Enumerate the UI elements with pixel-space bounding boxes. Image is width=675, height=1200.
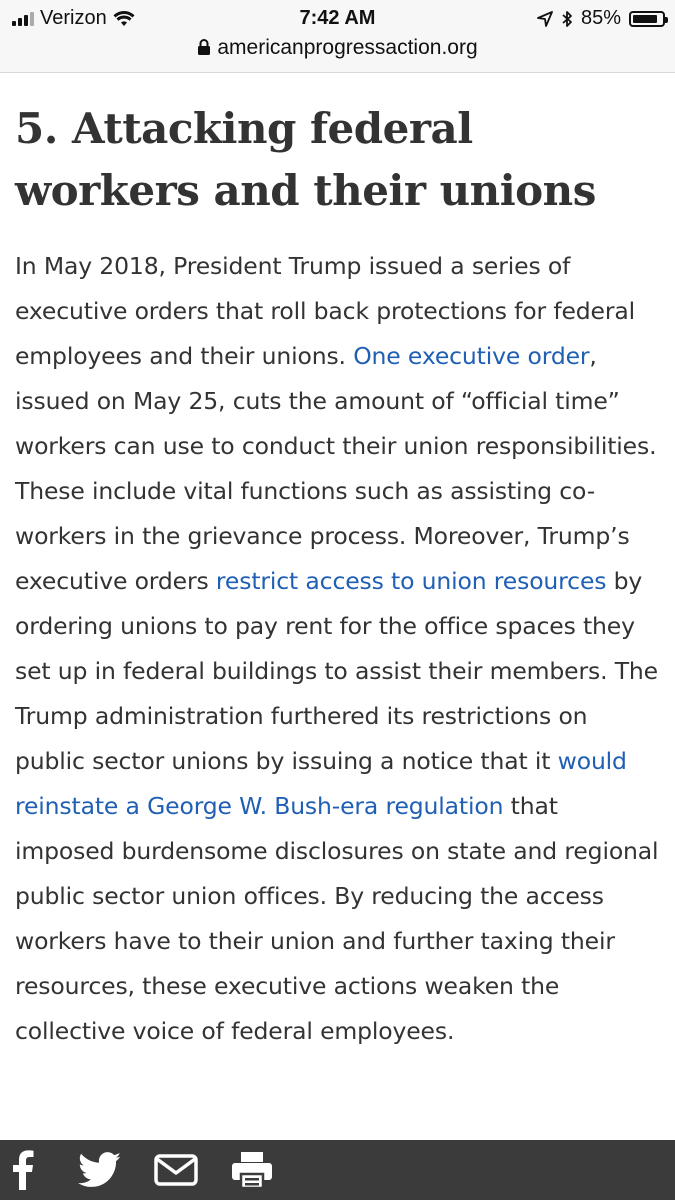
carrier-name: Verizon: [40, 7, 107, 29]
share-bar: [0, 1140, 675, 1200]
facebook-icon: [9, 1150, 35, 1190]
print-icon: [230, 1150, 274, 1190]
twitter-icon: [78, 1152, 122, 1188]
url-domain: americanprogressaction.org: [217, 36, 478, 59]
clock: 7:42 AM: [299, 7, 376, 29]
facebook-share-button[interactable]: [0, 1150, 44, 1190]
print-button[interactable]: [230, 1150, 274, 1190]
email-icon: [154, 1154, 198, 1186]
headline-line-1: 5. Attacking federal: [15, 104, 473, 153]
browser-chrome: [0, 0, 675, 73]
article: [15, 98, 660, 1054]
location-arrow-icon: [537, 11, 553, 27]
link-one-executive-order[interactable]: One executive order: [353, 342, 590, 370]
battery-icon: [629, 11, 665, 27]
address-bar[interactable]: [0, 36, 675, 64]
link-restrict-access[interactable]: restrict access to union resources: [215, 567, 607, 595]
battery-percent: 85%: [580, 7, 621, 29]
status-bar: [0, 0, 675, 38]
lock-icon: [197, 38, 211, 56]
twitter-share-button[interactable]: [78, 1150, 122, 1190]
paragraph-text: that imposed burdensome disclosures on state and regional public sector union offices. By reducing the access workers have to their union and further taxing their resources, these executive actions weaken the collective voice of federal employees.: [15, 792, 659, 1045]
headline-line-2: workers and their unions: [15, 166, 596, 215]
link-bush-era-regulation[interactable]: would reinstate a George W. Bush-era regulation: [15, 747, 627, 820]
paragraph-text: , issued on May 25, cuts the amount of “official time” workers can use to conduct their union responsibilities. These include vital functions such as assisting co-workers in the grievance process. Moreover, Trump’s executive orders: [15, 342, 657, 595]
bluetooth-icon: [561, 10, 573, 28]
paragraph-text: by ordering unions to pay rent for the office spaces they set up in federal buildings to assist their members. The Trump administration furthered its restrictions on public sector unions by issuing a notice that it: [15, 567, 658, 775]
email-share-button[interactable]: [154, 1150, 198, 1190]
paragraph-text: In May 2018, President Trump issued a series of executive orders that roll back protections for federal employees and their unions.: [15, 252, 636, 370]
article-paragraph: [15, 244, 660, 1054]
section-headline: [15, 98, 660, 222]
